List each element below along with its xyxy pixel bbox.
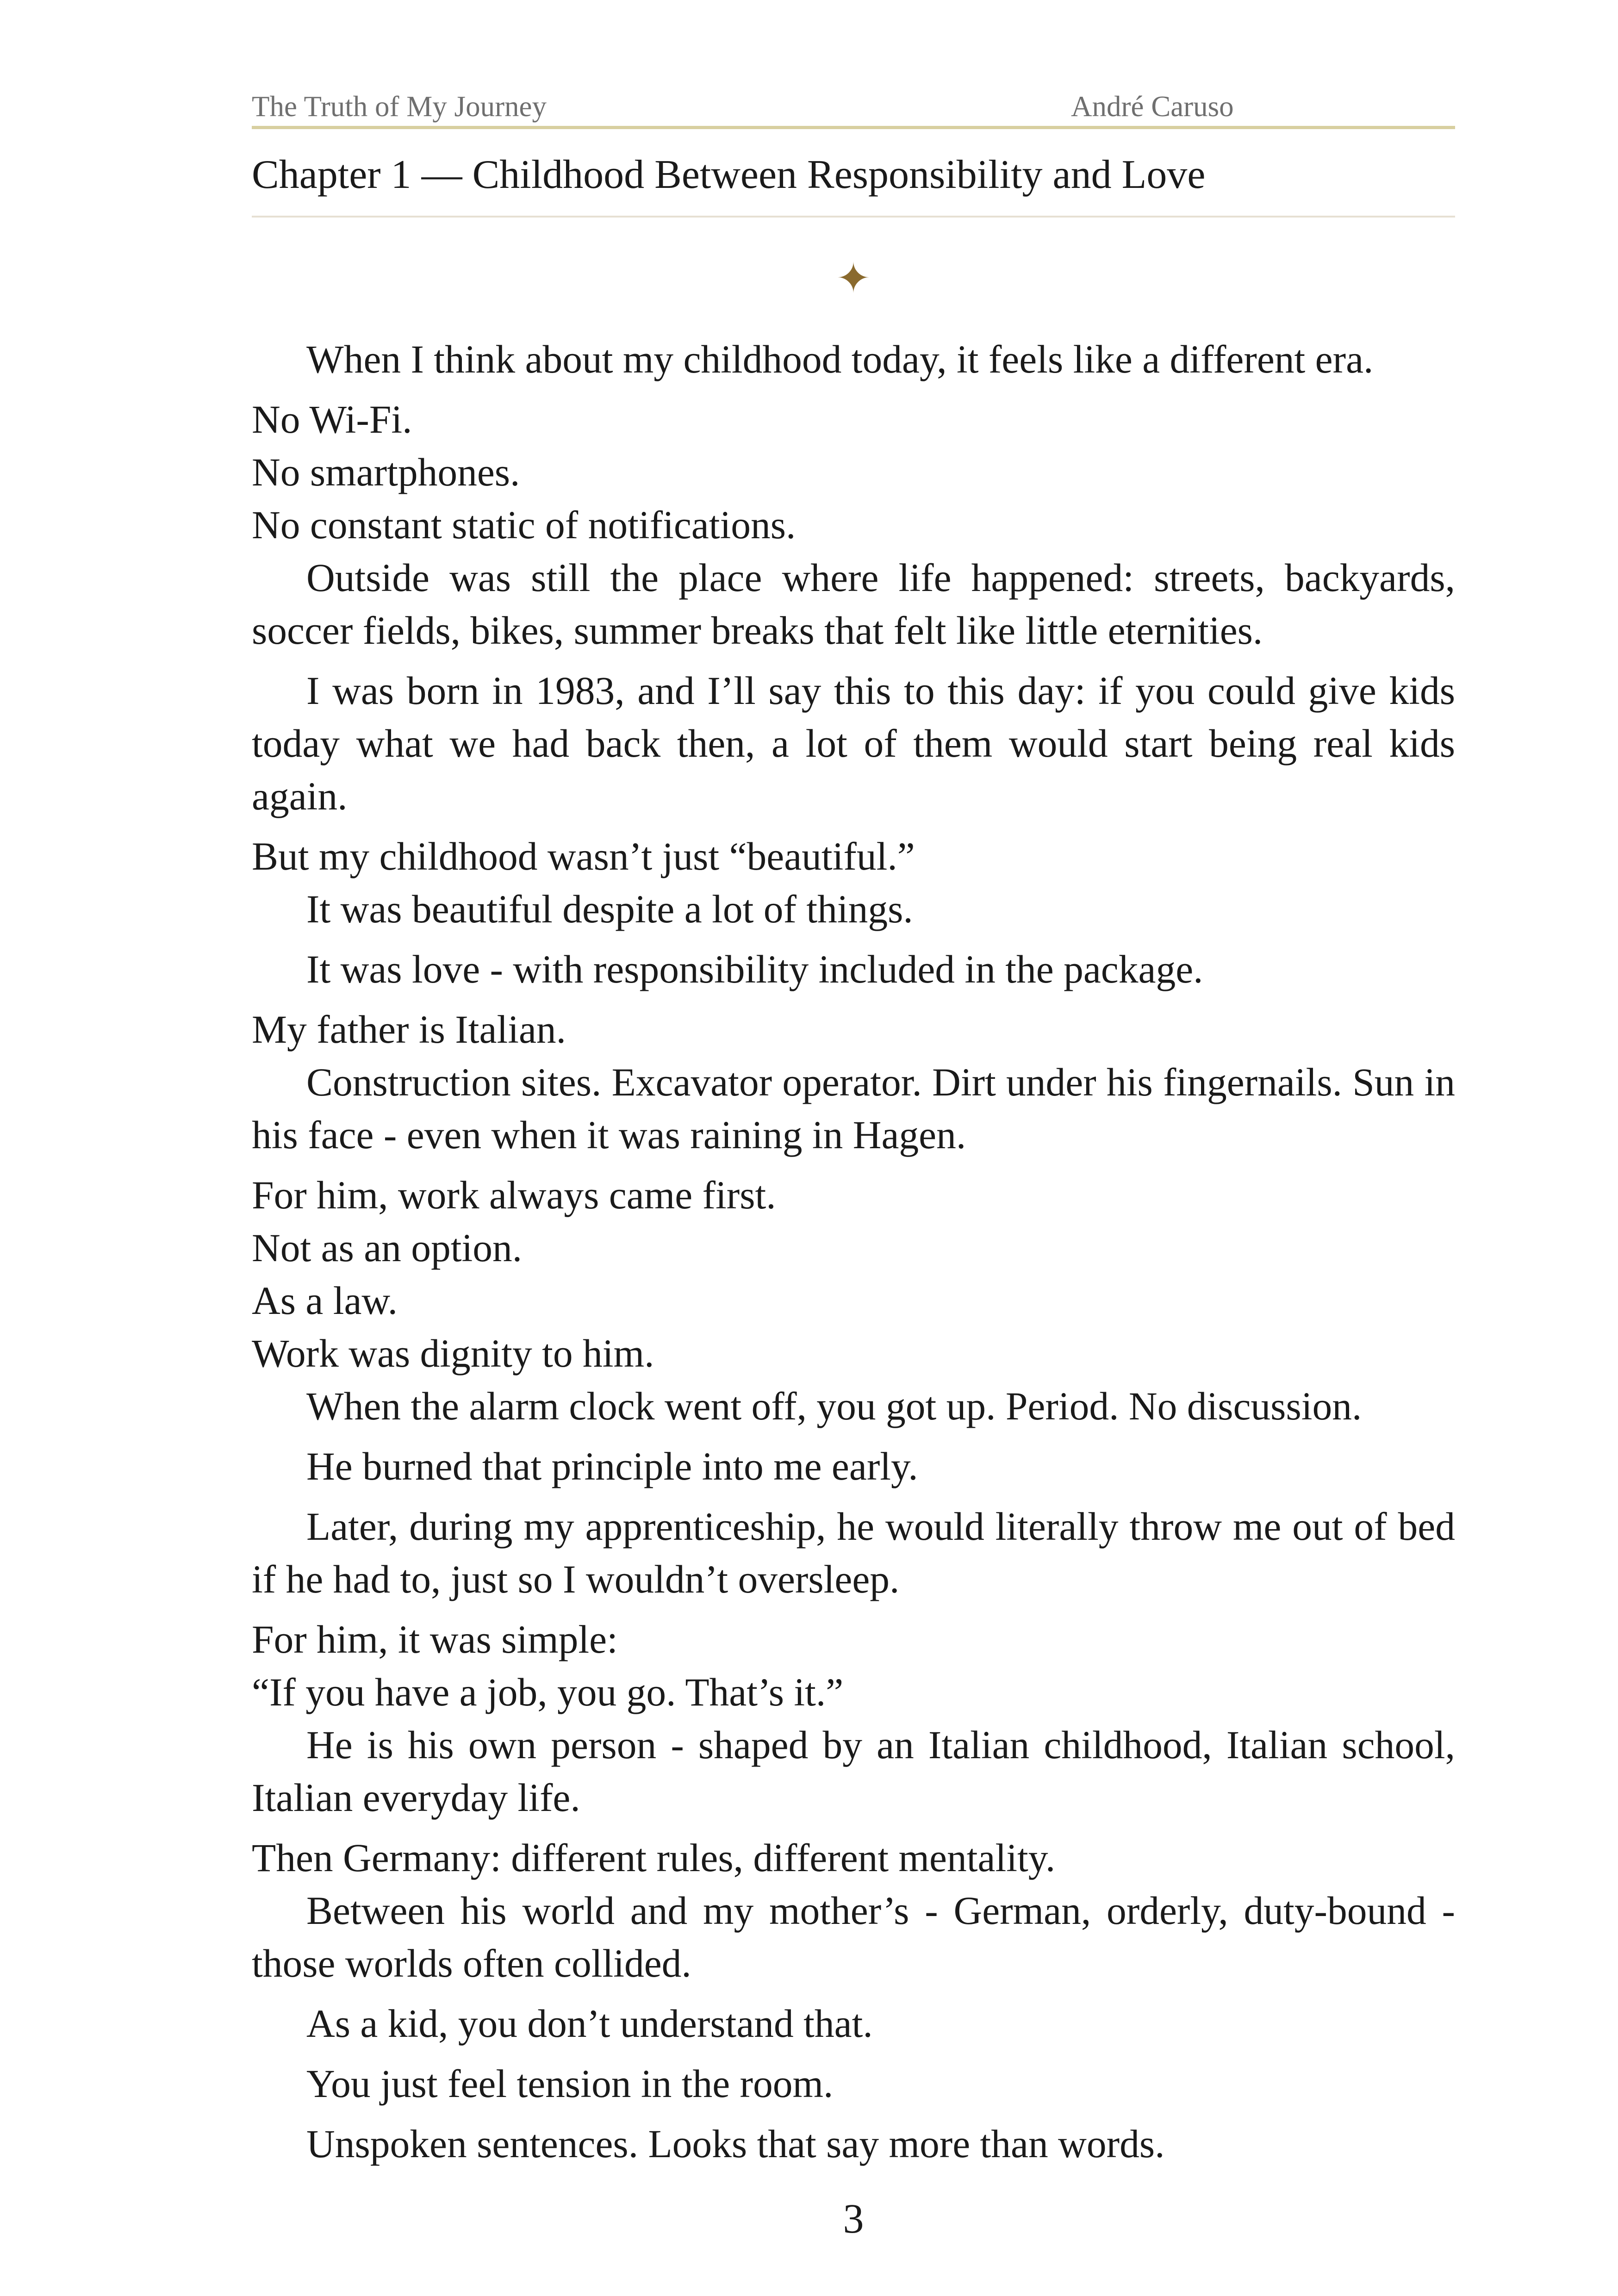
book-title: The Truth of My Journey (252, 90, 547, 123)
paragraph: Unspoken sentences. Looks that say more than words. (306, 2122, 1165, 2166)
paragraph: He is his own person - shaped by an Italian childhood, Italian school, Italian everyday life. (252, 1724, 1455, 1820)
paragraph: It was beautiful despite a lot of things. (306, 888, 913, 931)
paragraph: He burned that principle into me early. (306, 1445, 918, 1488)
running-header (252, 89, 1455, 129)
paragraph: “If you have a job, you go. That’s it.” (252, 1671, 844, 1714)
star-ornament-icon: ✦ (836, 256, 871, 302)
author-name: André Caruso (1071, 90, 1234, 123)
paragraph: Work was dignity to him. (252, 1332, 654, 1375)
paragraph: Construction sites. Excavator operator. Dirt under his fingernails. Sun in his face - even when it was raining in Hagen. (252, 1061, 1455, 1157)
paragraph: When I think about my childhood today, it feels like a different era. (306, 338, 1374, 381)
paragraph: You just feel tension in the room. (306, 2062, 834, 2106)
paragraph: As a law. (252, 1279, 398, 1323)
paragraph: Not as an option. (252, 1226, 523, 1270)
paragraph: When the alarm clock went off, you got up. Period. No discussion. (306, 1385, 1362, 1428)
paragraph: No constant static of notifications. (252, 504, 796, 547)
chapter-title: Chapter 1 — Childhood Between Responsibility and Love (252, 147, 1455, 218)
paragraph: My father is Italian. (252, 1008, 566, 1052)
paragraph: Between his world and my mother’s - German, orderly, duty-bound - those worlds often collided. (252, 1889, 1455, 1985)
paragraph: Then Germany: different rules, different mentality. (252, 1836, 1056, 1880)
paragraph: Later, during my apprenticeship, he would literally throw me out of bed if he had to, just so I wouldn’t oversleep. (252, 1505, 1455, 1601)
chapter-body (252, 333, 1455, 2171)
paragraph: As a kid, you don’t understand that. (306, 2002, 873, 2046)
paragraph: For him, work always came first. (252, 1174, 776, 1217)
paragraph: No smartphones. (252, 451, 520, 494)
paragraph: But my childhood wasn’t just “beautiful.” (252, 835, 915, 878)
page-number: 3 (843, 2196, 864, 2242)
paragraph: It was love - with responsibility included in the package. (306, 948, 1203, 991)
paragraph: Outside was still the place where life happened: streets, backyards, soccer fields, bikes, summer breaks that felt like little eternities. (252, 556, 1455, 653)
paragraph: No Wi-Fi. (252, 398, 412, 442)
paragraph: I was born in 1983, and I’ll say this to this day: if you could give kids today what we had back then, a lot of them would start being real kids again. (252, 669, 1455, 818)
book-page (252, 0, 1455, 2296)
paragraph: For him, it was simple: (252, 1618, 618, 1661)
